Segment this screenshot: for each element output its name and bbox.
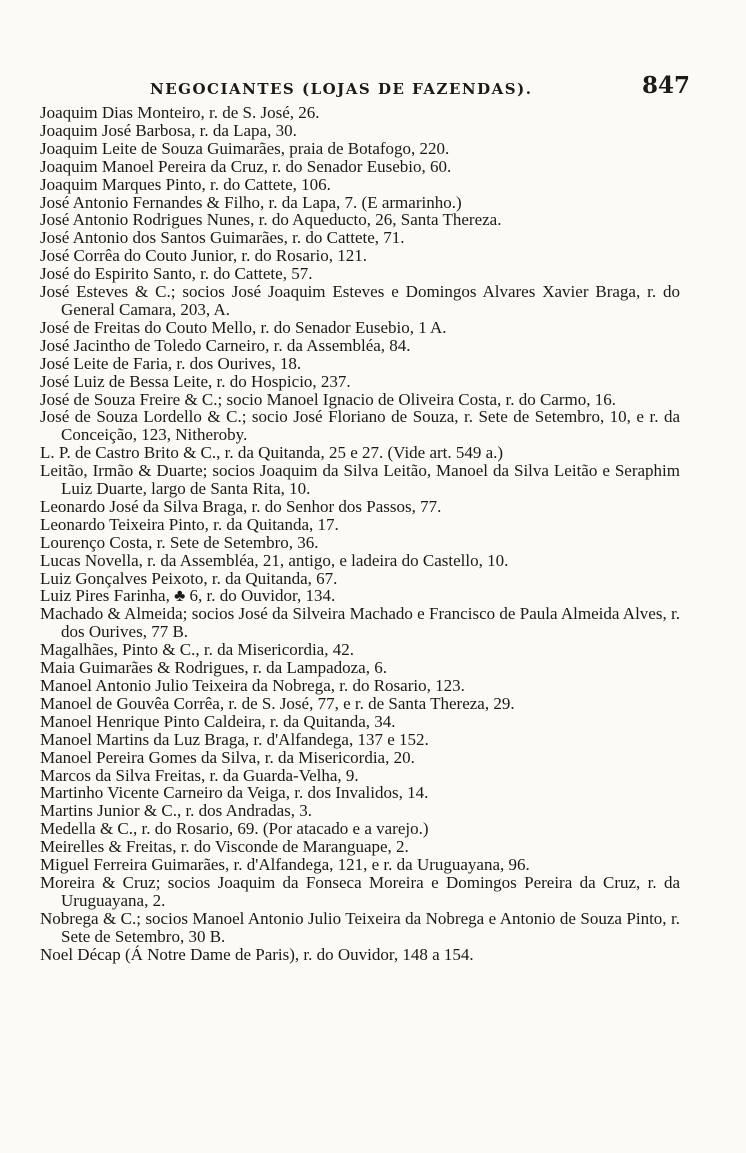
list-item: Joaquim José Barbosa, r. da Lapa, 30. (40, 120, 297, 140)
list-item: Miguel Ferreira Guimarães, r. d'Alfandega, 121, e r. da Uruguayana, 96. (40, 855, 530, 875)
list-item: Luiz Gonçalves Peixoto, r. da Quitanda, 67. (40, 568, 338, 588)
list-item: Manoel Pereira Gomes da Silva, r. da Misericordia, 20. (40, 747, 415, 767)
list-item: Martins Junior & C., r. dos Andradas, 3. (40, 801, 312, 821)
list-item: José Esteves & C.; socios José Joaquim Esteves e Domingos Alvares Xavier Braga, r. do General Camara, 203, A. (40, 282, 680, 319)
list-item: Machado & Almeida; socios José da Silveira Machado e Francisco de Paula Almeida Alves, r. dos Ourives, 77 B. (40, 604, 680, 642)
list-item: Leonardo Teixeira Pinto, r. da Quitanda, 17. (40, 514, 339, 534)
list-item: José Antonio Fernandes & Filho, r. da Lapa, 7. (E armarinho.) (40, 192, 462, 212)
list-item: L. P. de Castro Brito & C., r. da Quitanda, 25 e 27. (Vide art. 549 a.) (40, 443, 504, 463)
list-item: José Jacintho de Toledo Carneiro, r. da Assembléa, 84. (40, 335, 411, 355)
list-item: Joaquim Leite de Souza Guimarães, praia de Botafogo, 220. (40, 138, 450, 158)
entry-list (40, 104, 680, 964)
list-item: José Antonio Rodrigues Nunes, r. do Aqueducto, 26, Santa Thereza. (40, 210, 502, 230)
section-title: NEGOCIANTES (LOJAS DE FAZENDAS). (150, 80, 533, 98)
list-item: Luiz Pires Farinha, ♣ 6, r. do Ouvidor, 134. (40, 586, 336, 606)
page-header (0, 72, 746, 106)
list-item: Joaquim Marques Pinto, r. do Cattete, 106. (40, 174, 331, 194)
list-item: Manoel de Gouvêa Corrêa, r. de S. José, 77, e r. de Santa Thereza, 29. (40, 693, 515, 713)
list-item: Lucas Novella, r. da Assembléa, 21, antigo, e ladeira do Castello, 10. (40, 550, 509, 570)
list-item: Joaquim Dias Monteiro, r. de S. José, 26. (40, 103, 320, 122)
list-item: Lourenço Costa, r. Sete de Setembro, 36. (40, 532, 319, 552)
list-item: José de Souza Lordello & C.; socio José Floriano de Souza, r. Sete de Setembro, 10, e r. da Conceição, 123, Nitheroby. (40, 407, 680, 445)
list-item: Noel Décap (Á Notre Dame de Paris), r. do Ouvidor, 148 a 154. (40, 944, 474, 964)
list-item: Joaquim Manoel Pereira da Cruz, r. do Senador Eusebio, 60. (40, 156, 452, 176)
list-item: Magalhães, Pinto & C., r. da Misericordia, 42. (40, 640, 354, 660)
list-item: José Luiz de Bessa Leite, r. do Hospicio, 237. (40, 371, 351, 391)
list-item: Manoel Antonio Julio Teixeira da Nobrega, r. do Rosario, 123. (40, 676, 465, 695)
list-item: José Corrêa do Couto Junior, r. do Rosario, 121. (40, 246, 368, 266)
page-number: 847 (642, 72, 691, 99)
list-item: Medella & C., r. do Rosario, 69. (Por atacado e a varejo.) (40, 819, 429, 839)
list-item: Maia Guimarães & Rodrigues, r. da Lampadoza, 6. (40, 658, 387, 678)
list-item: José Antonio dos Santos Guimarães, r. do Cattete, 71. (40, 228, 405, 248)
list-item: Leitão, Irmão & Duarte; socios Joaquim da Silva Leitão, Manoel da Silva Leitão e Seraphim Luiz Duarte, largo de Santa Rita, 10. (40, 461, 680, 499)
list-item: José Leite de Faria, r. dos Ourives, 18. (40, 353, 302, 373)
list-item: José de Souza Freire & C.; socio Manoel Ignacio de Oliveira Costa, r. do Carmo, 16. (40, 389, 616, 409)
list-item: José de Freitas do Couto Mello, r. do Senador Eusebio, 1 A. (40, 317, 447, 337)
list-item: José do Espirito Santo, r. do Cattete, 57. (40, 264, 313, 284)
list-item: Martinho Vicente Carneiro da Veiga, r. dos Invalidos, 14. (40, 783, 429, 803)
list-item: Nobrega & C.; socios Manoel Antonio Julio Teixeira da Nobrega e Antonio de Souza Pinto, r. Sete de Setembro, 30 B. (40, 908, 680, 946)
list-item: Meirelles & Freitas, r. do Visconde de Maranguape, 2. (40, 837, 409, 857)
list-item: Manoel Henrique Pinto Caldeira, r. da Quitanda, 34. (40, 711, 396, 731)
list-item: Leonardo José da Silva Braga, r. do Senhor dos Passos, 77. (40, 496, 442, 516)
list-item: Manoel Martins da Luz Braga, r. d'Alfandega, 137 e 152. (40, 729, 429, 749)
list-item: Moreira & Cruz; socios Joaquim da Fonseca Moreira e Domingos Pereira da Cruz, r. da Uruguayana, 2. (40, 872, 680, 910)
list-item: Marcos da Silva Freitas, r. da Guarda-Velha, 9. (40, 765, 359, 785)
